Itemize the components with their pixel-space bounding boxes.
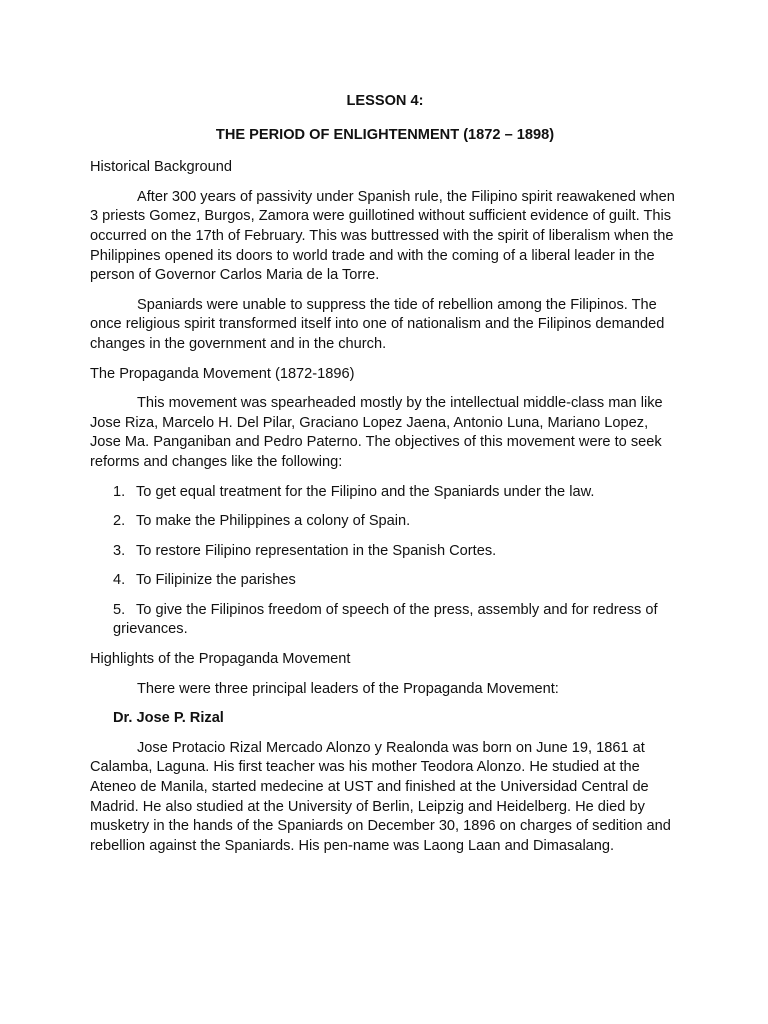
list-item-number: 4. — [113, 572, 126, 589]
objectives-list — [90, 483, 680, 641]
list-item-number: 2. — [113, 513, 126, 530]
propaganda-paragraph-1: This movement was spearheaded mostly by the intellectual middle-class man like Jose Riza, Marcelo H. Del Pilar, Graciano Lopez Jaena, Antonio Luna, Mariano Lopez, Jose Ma. Panganiban and Pedro Paterno. The objectives of this movement were to seek reforms and changes like the following: — [90, 395, 663, 470]
historical-background-heading: Historical Background — [90, 159, 232, 176]
list-item-text-content: To Filipinize the parishes — [136, 572, 296, 589]
propaganda-movement-heading: The Propaganda Movement (1872-1896) — [90, 365, 355, 382]
list-item-text — [113, 542, 680, 562]
highlights-paragraph-1: There were three principal leaders of the Propaganda Movement: — [137, 680, 559, 697]
rizal-heading: Dr. Jose P. Rizal — [113, 710, 224, 727]
list-item-number: 3. — [113, 542, 126, 559]
list-item — [90, 542, 680, 562]
highlights-heading: Highlights of the Propaganda Movement — [90, 651, 351, 668]
list-item — [90, 571, 680, 591]
document-page — [90, 88, 680, 856]
list-item-text — [113, 512, 680, 532]
historical-paragraph-1: After 300 years of passivity under Spanish rule, the Filipino spirit reawakened when 3 priests Gomez, Burgos, Zamora were guillotined without sufficient evidence of guilt. This occurred on the 17th of February. This was buttressed with the spirit of liberalism when the Philippines opened its doors to world trade and with the coming of a liberal leader in the person of Governor Carlos Maria de la Torre. — [90, 188, 675, 284]
list-item-text — [113, 571, 680, 591]
historical-paragraph-2: Spaniards were unable to suppress the tide of rebellion among the Filipinos. The once religious spirit transformed itself into one of nationalism and the Filipinos demanded changes in the government and in the church. — [90, 296, 665, 352]
list-item — [90, 512, 680, 532]
rizal-paragraph-1: Jose Protacio Rizal Mercado Alonzo y Realonda was born on June 19, 1861 at Calamba, Laguna. His first teacher was his mother Teodora Alonzo. He studied at the Ateneo de Manila, started medecine at UST and finished at the Universidad Central de Madrid. He also studied at the University of Berlin, Leipzig and Heidelberg. He died by musketry in the hands of the Spaniards on December 30, 1896 on charges of sedition and rebellion against the Spaniards. His pen-name was Laong Laan and Dimasalang. — [90, 739, 671, 854]
list-item — [90, 483, 680, 503]
list-item-text-content: To restore Filipino representation in the Spanish Cortes. — [136, 542, 497, 559]
list-item-text-content: To get equal treatment for the Filipino and the Spaniards under the law. — [136, 483, 595, 500]
list-item-text-content: To make the Philippines a colony of Spain. — [136, 513, 411, 530]
list-item-text — [113, 483, 680, 503]
list-item — [90, 601, 680, 640]
list-item-text-content: To give the Filipinos freedom of speech of the press, assembly and for redress of grievances. — [113, 601, 658, 638]
list-item-number: 1. — [113, 483, 126, 500]
period-title: THE PERIOD OF ENLIGHTENMENT (1872 – 1898) — [215, 126, 555, 143]
list-item-number: 5. — [113, 601, 126, 618]
lesson-title: LESSON 4: — [346, 93, 424, 109]
list-item-text — [113, 601, 680, 640]
